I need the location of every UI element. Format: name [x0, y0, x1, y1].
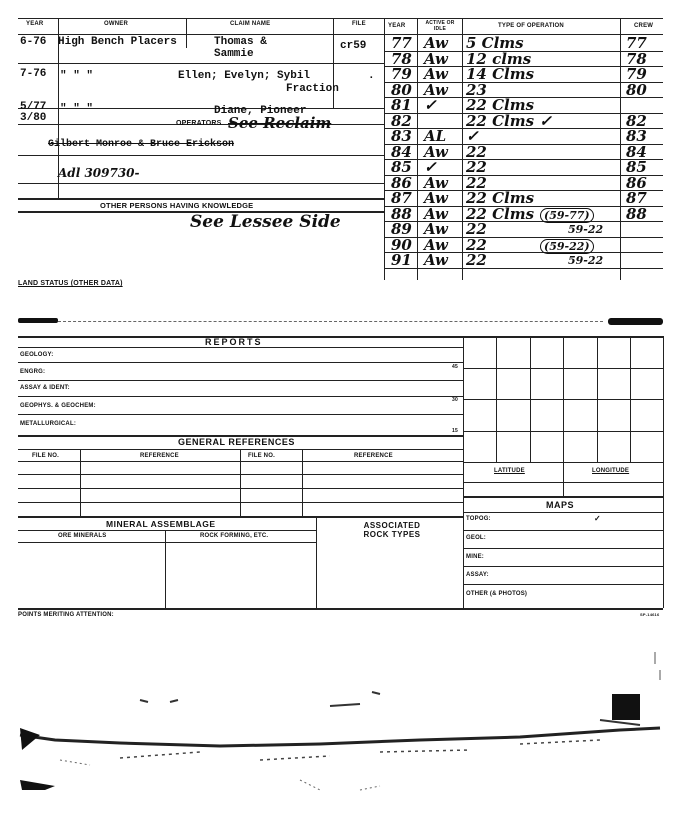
operators-strikethrough: See Reclaim [228, 114, 332, 132]
activity-active: Aw [424, 81, 448, 99]
reports-right-divider [463, 336, 464, 608]
activity-year: 83 [391, 127, 412, 145]
activity-crew: 87 [626, 189, 647, 207]
activity-operation-note: 59-22 [568, 223, 604, 236]
activity-year: 82 [391, 112, 412, 130]
owner-2-owner: " " " [60, 70, 94, 82]
coord-line [463, 496, 663, 498]
activity-year: 85 [391, 158, 412, 176]
gr-divider [240, 449, 241, 516]
other-persons-label: OTHER PERSONS HAVING KNOWLEDGE [100, 201, 254, 210]
owner-2-year: 7-76 [20, 68, 47, 80]
activity-active: AL [424, 127, 447, 145]
owner-2-claim: Ellen; Evelyn; Sybil [178, 70, 311, 82]
activity-year: 79 [391, 65, 412, 83]
maps-check: ✓ [594, 514, 601, 523]
activity-crew: 83 [626, 127, 647, 145]
activity-year: 86 [391, 174, 412, 192]
owner-3-year: 5/77 [20, 101, 47, 113]
coord-divider [563, 462, 564, 496]
divider-op-crew [620, 18, 621, 280]
reports-geology: GEOLOGY: [20, 352, 54, 358]
activity-operation-note: (59-22) [540, 239, 594, 254]
activity-active: Aw [424, 65, 448, 83]
maps-other: OTHER (& PHOTOS) [466, 591, 528, 597]
activity-year: 90 [391, 236, 412, 254]
top-border [18, 18, 663, 19]
longitude-label: LONGITUDE [592, 468, 630, 474]
activity-active: Aw [424, 174, 448, 192]
maps-geol: GEOL: [466, 535, 486, 541]
activity-active: Aw [424, 220, 448, 238]
activity-crew: 77 [626, 34, 647, 52]
activity-year: 80 [391, 81, 412, 99]
header-crew: CREW [634, 23, 654, 29]
row-line [18, 542, 316, 543]
header-active-idle: ACTIVE OR IDLE [425, 20, 455, 32]
header-claim-name: CLAIM NAME [230, 21, 271, 27]
activity-active: Aw [424, 50, 448, 68]
mineral-title: MINERAL ASSEMBLAGE [106, 519, 216, 529]
header-owner: OWNER [104, 21, 128, 27]
activity-operation: 22 Clms [466, 96, 535, 114]
activity-crew: 88 [626, 205, 647, 223]
divider-owner-claim [186, 18, 187, 48]
divider-left-right [384, 18, 385, 280]
owner-1-year: 6-76 [20, 36, 47, 48]
owner-1-owner: High Bench Placers [58, 36, 177, 48]
activity-operation: ✓ [466, 127, 479, 145]
row-line [463, 530, 663, 531]
header-year: YEAR [26, 21, 44, 27]
owner-1-file: cr59 [340, 40, 367, 52]
activity-crew: 79 [626, 65, 647, 83]
owner-1-claim: Thomas & [214, 36, 267, 48]
land-status-label: LAND STATUS (OTHER DATA) [18, 280, 123, 287]
row-line [18, 362, 463, 363]
reports-num-15: 15 [452, 428, 458, 434]
latitude-label: LATITUDE [494, 468, 525, 474]
activity-year: 91 [391, 251, 412, 269]
row-line [463, 548, 663, 549]
activity-year: 84 [391, 143, 412, 161]
activity-year: 77 [391, 34, 412, 52]
activity-operation: 22 [466, 236, 487, 254]
scan-smudge [18, 318, 58, 323]
owner-4-year: 3/80 [20, 112, 47, 124]
header-type-of-operation: TYPE OF OPERATION [498, 23, 564, 29]
header-file: FILE [352, 21, 366, 27]
activity-operation: 14 Clms [466, 65, 535, 83]
mineral-rock-forming: ROCK FORMING, ETC. [200, 533, 269, 539]
activity-crew: 85 [626, 158, 647, 176]
maps-title: MAPS [546, 500, 575, 510]
row-line [18, 198, 384, 200]
grid-right-border [663, 336, 664, 608]
activity-crew: 80 [626, 81, 647, 99]
activity-operation: 12 clms [466, 50, 532, 68]
scan-smudge [608, 318, 663, 325]
reports-num-45: 45 [452, 364, 458, 370]
maps-mine: MINE: [466, 554, 484, 560]
land-status-line [58, 321, 603, 322]
row-line [18, 380, 463, 381]
form-bottom-border [18, 608, 663, 610]
owner-2-claim2: Fraction [286, 83, 339, 95]
header-year-2: YEAR [388, 23, 406, 29]
reports-metallurgical: METALLURGICAL: [20, 421, 77, 427]
activity-crew: 82 [626, 112, 647, 130]
mineral-divider [316, 516, 317, 608]
activity-crew: 84 [626, 143, 647, 161]
gr-col-file-2: FILE NO. [248, 453, 275, 459]
grid-line [463, 431, 663, 432]
activity-crew: 78 [626, 50, 647, 68]
activity-year: 89 [391, 220, 412, 238]
divider-active-op [462, 18, 463, 280]
grid-line [463, 399, 663, 400]
form-number: SP-14616 [640, 612, 660, 617]
reports-header-line [18, 347, 463, 348]
reports-num-30: 30 [452, 397, 458, 403]
associated-rock-types: ASSOCIATED ROCK TYPES [363, 521, 421, 539]
maps-topog: TOPOG: [466, 516, 491, 522]
reports-geophys: GEOPHYS. & GEOCHEM: [20, 403, 96, 409]
reports-top-border [18, 336, 663, 338]
gr-divider [80, 449, 81, 516]
reports-title: REPORTS [205, 337, 263, 347]
row-line [18, 155, 384, 156]
activity-crew: 86 [626, 174, 647, 192]
activity-active: ✓ [424, 158, 437, 176]
operators-label: OPERATORS [176, 120, 222, 127]
gr-divider [302, 449, 303, 516]
activity-year: 88 [391, 205, 412, 223]
mineral-ore: ORE MINERALS [58, 533, 107, 539]
gr-col-ref-2: REFERENCE [354, 453, 393, 459]
activity-active: Aw [424, 189, 448, 207]
activity-year: 87 [391, 189, 412, 207]
activity-operation: 22 [466, 220, 487, 238]
activity-active: Aw [424, 251, 448, 269]
owner-2-file: . [368, 70, 375, 82]
gr-col-ref-1: REFERENCE [140, 453, 179, 459]
row-line [463, 566, 663, 567]
activity-operation: 22 Clms ✓ [466, 112, 552, 130]
activity-active: ✓ [424, 96, 437, 114]
row-line [463, 584, 663, 585]
row-line [18, 414, 463, 415]
points-meriting-attention: POINTS MERITING ATTENTION: [18, 612, 114, 618]
handwritten-id: Adl 309730- [58, 166, 140, 180]
owner-1-claim2: Sammie [214, 48, 254, 60]
row-line [463, 512, 663, 513]
gr-col-file-1: FILE NO. [32, 453, 59, 459]
activity-active: Aw [424, 236, 448, 254]
mineral-divider [165, 530, 166, 608]
activity-operation: 5 Clms [466, 34, 524, 52]
reports-assay: ASSAY & IDENT: [20, 385, 70, 391]
owner-3-owner: " " " [60, 103, 94, 115]
scan-artifacts [0, 640, 678, 815]
activity-year: 81 [391, 96, 412, 114]
activity-operation-note: 59-22 [568, 254, 604, 267]
activity-operation: 22 [466, 143, 487, 161]
activity-operation-note: (59-77) [540, 208, 594, 223]
activity-operation: 22 Clms [466, 189, 535, 207]
mineral-top-border [18, 516, 463, 518]
header-underline [18, 34, 663, 35]
activity-operation: 22 [466, 251, 487, 269]
activity-active: Aw [424, 34, 448, 52]
divider-year-active [417, 18, 418, 280]
row-line [18, 63, 384, 64]
owner-3-claim: Diane, Pioneer [214, 105, 307, 117]
row-line [18, 530, 316, 531]
other-persons-note: See Lessee Side [190, 212, 341, 232]
row-line [18, 396, 463, 397]
general-references-title: GENERAL REFERENCES [178, 437, 295, 447]
operators-names: Gilbert Monroe & Bruce Erickson [48, 139, 235, 150]
activity-operation: 23 [466, 81, 487, 99]
activity-operation: 22 [466, 158, 487, 176]
activity-year: 78 [391, 50, 412, 68]
reports-engrg: ENGRG: [20, 369, 46, 375]
activity-active: Aw [424, 143, 448, 161]
activity-operation: 22 [466, 174, 487, 192]
row-line [18, 183, 384, 184]
activity-operation: 22 Clms [466, 205, 535, 223]
grid-line [463, 368, 663, 369]
activity-active: Aw [424, 205, 448, 223]
maps-assay: ASSAY: [466, 572, 489, 578]
